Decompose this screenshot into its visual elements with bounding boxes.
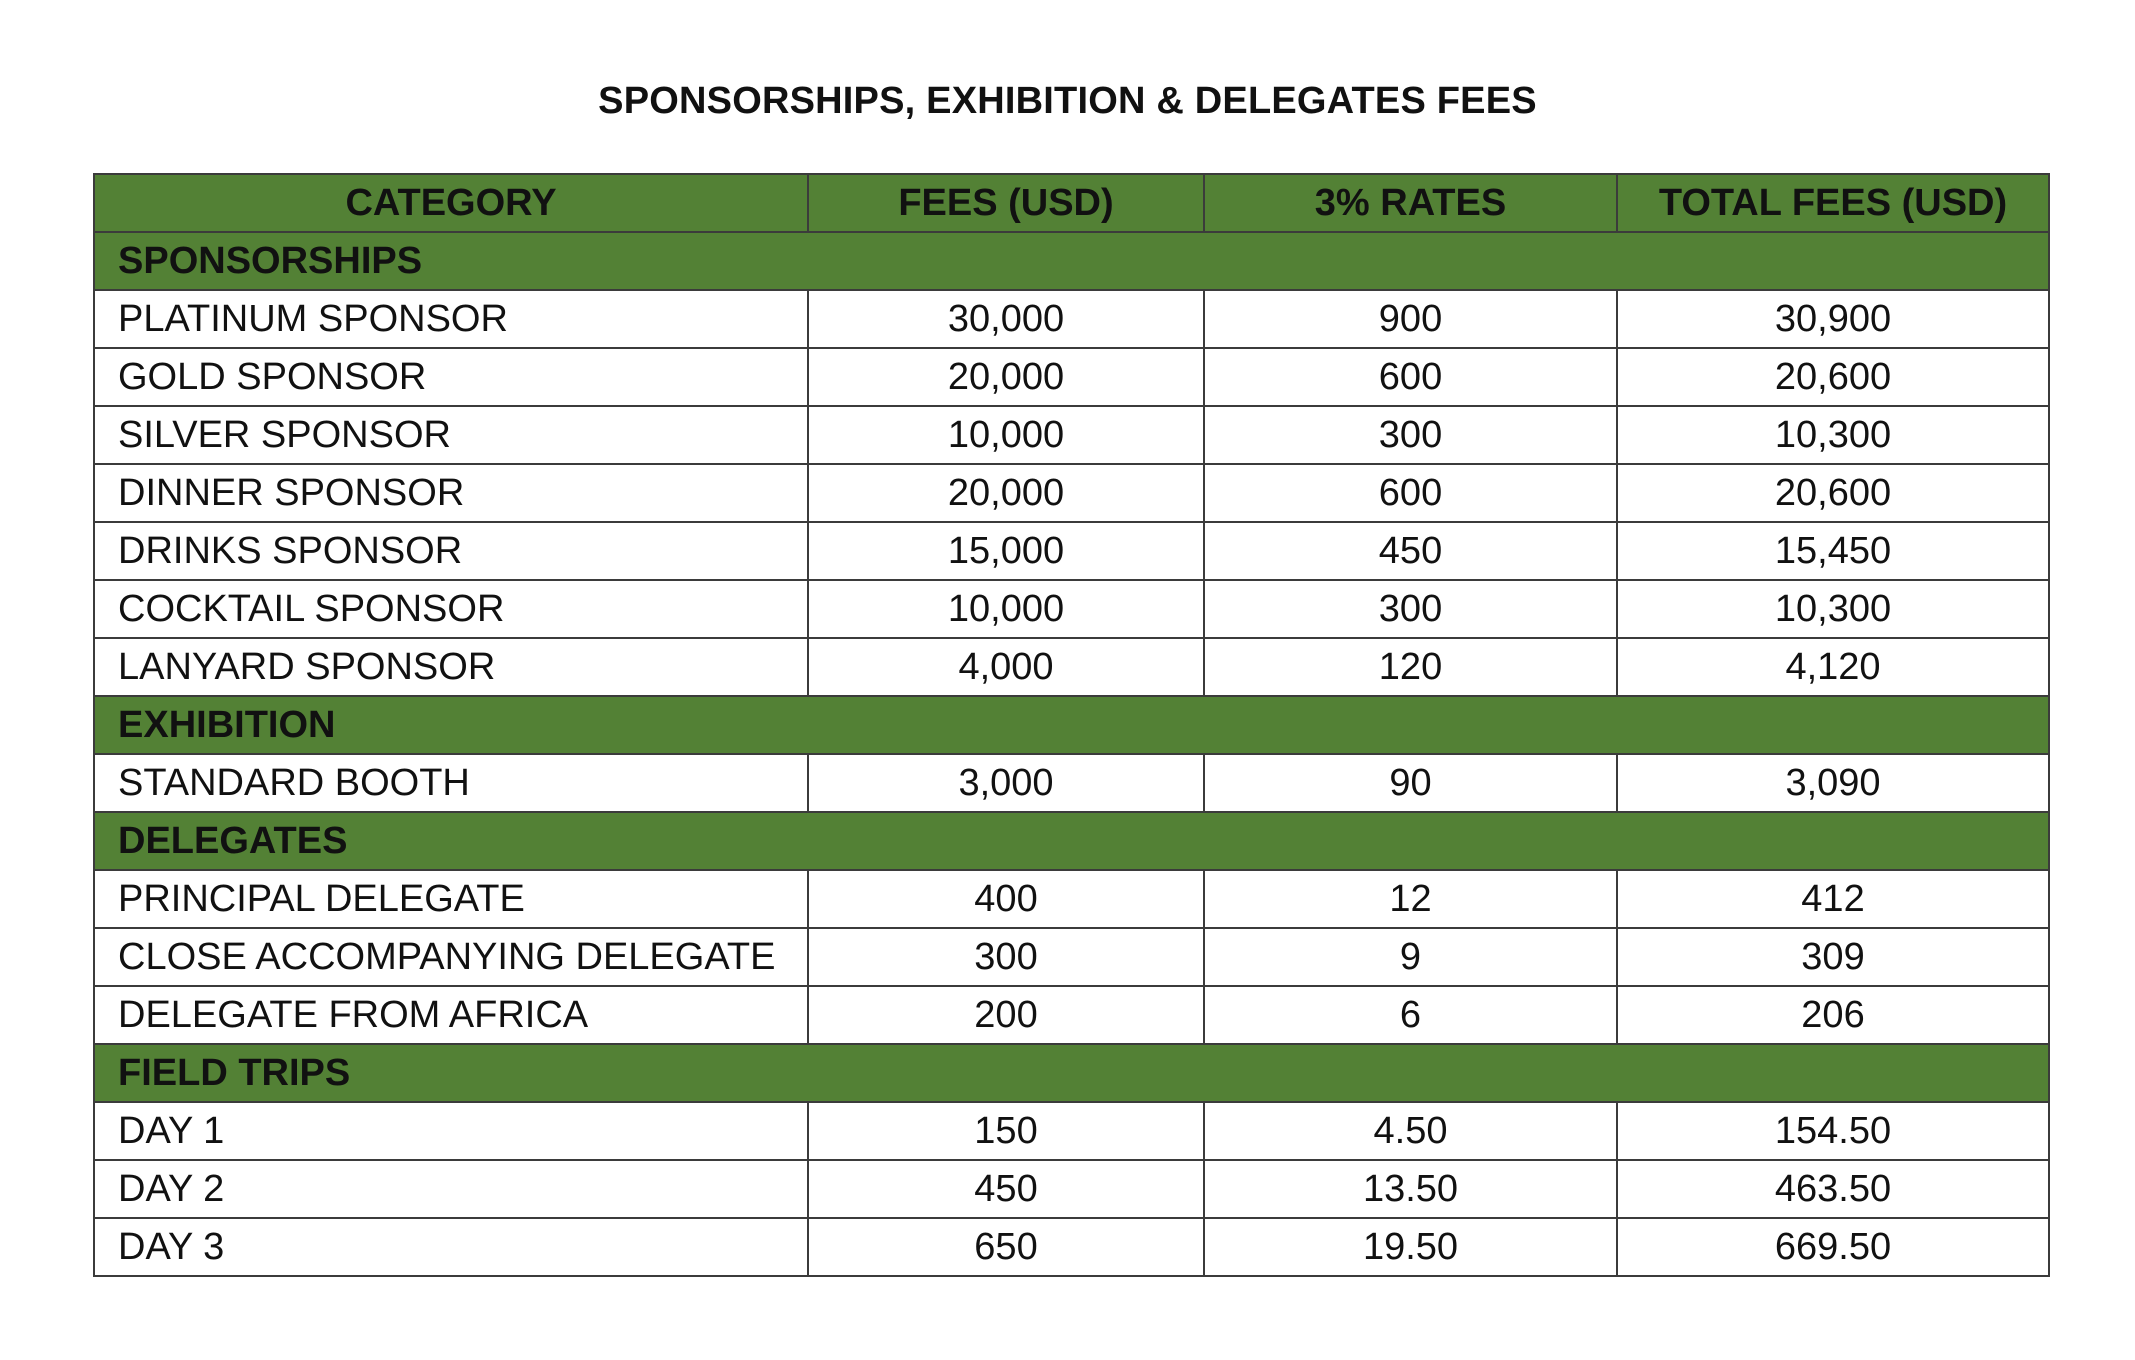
fees-cell: 10,000 [808,580,1204,638]
table-row [94,638,2049,696]
fees-cell: 15,000 [808,522,1204,580]
total-fees-cell: 309 [1617,928,2049,986]
category-cell: DAY 1 [94,1102,808,1160]
header-row [94,174,2049,232]
fees-cell: 3,000 [808,754,1204,812]
category-cell: LANYARD SPONSOR [94,638,808,696]
total-fees-cell: 20,600 [1617,464,2049,522]
fees-cell: 10,000 [808,406,1204,464]
section-heading: EXHIBITION [94,696,2049,754]
rate-cell: 19.50 [1204,1218,1617,1276]
total-fees-cell: 4,120 [1617,638,2049,696]
table-row [94,348,2049,406]
fees-cell: 400 [808,870,1204,928]
category-cell: PRINCIPAL DELEGATE [94,870,808,928]
total-fees-cell: 3,090 [1617,754,2049,812]
fees-cell: 20,000 [808,464,1204,522]
total-fees-cell: 669.50 [1617,1218,2049,1276]
category-cell: DINNER SPONSOR [94,464,808,522]
rate-cell: 300 [1204,406,1617,464]
rate-cell: 300 [1204,580,1617,638]
total-fees-cell: 30,900 [1617,290,2049,348]
table-row [94,928,2049,986]
table-row [94,1160,2049,1218]
total-fees-cell: 10,300 [1617,406,2049,464]
table-row [94,522,2049,580]
table-row [94,986,2049,1044]
category-cell: PLATINUM SPONSOR [94,290,808,348]
table-row [94,1102,2049,1160]
rate-cell: 6 [1204,986,1617,1044]
section-row [94,1044,2049,1102]
table-row [94,870,2049,928]
page-title: SPONSORSHIPS, EXHIBITION & DELEGATES FEES [598,80,1537,122]
table-body [94,232,2049,1276]
column-header-category: CATEGORY [94,174,808,232]
section-heading: DELEGATES [94,812,2049,870]
rate-cell: 900 [1204,290,1617,348]
fees-cell: 150 [808,1102,1204,1160]
category-cell: DELEGATE FROM AFRICA [94,986,808,1044]
category-cell: GOLD SPONSOR [94,348,808,406]
table-row [94,464,2049,522]
total-fees-cell: 463.50 [1617,1160,2049,1218]
table-row [94,290,2049,348]
column-header-fees: FEES (USD) [808,174,1204,232]
section-row [94,232,2049,290]
category-cell: SILVER SPONSOR [94,406,808,464]
rate-cell: 90 [1204,754,1617,812]
table-header [94,174,2049,232]
table-row [94,1218,2049,1276]
fees-cell: 650 [808,1218,1204,1276]
rate-cell: 4.50 [1204,1102,1617,1160]
table-row [94,406,2049,464]
fees-cell: 4,000 [808,638,1204,696]
rate-cell: 9 [1204,928,1617,986]
total-fees-cell: 15,450 [1617,522,2049,580]
rate-cell: 12 [1204,870,1617,928]
rate-cell: 13.50 [1204,1160,1617,1218]
total-fees-cell: 20,600 [1617,348,2049,406]
category-cell: DAY 3 [94,1218,808,1276]
category-cell: DRINKS SPONSOR [94,522,808,580]
column-header-rates: 3% RATES [1204,174,1617,232]
fees-cell: 30,000 [808,290,1204,348]
total-fees-cell: 206 [1617,986,2049,1044]
fees-cell: 300 [808,928,1204,986]
total-fees-cell: 412 [1617,870,2049,928]
category-cell: STANDARD BOOTH [94,754,808,812]
fees-cell: 200 [808,986,1204,1044]
section-heading: FIELD TRIPS [94,1044,2049,1102]
category-cell: CLOSE ACCOMPANYING DELEGATE [94,928,808,986]
fees-table [93,173,2050,1277]
rate-cell: 120 [1204,638,1617,696]
category-cell: COCKTAIL SPONSOR [94,580,808,638]
total-fees-cell: 154.50 [1617,1102,2049,1160]
table-row [94,754,2049,812]
rate-cell: 450 [1204,522,1617,580]
section-row [94,696,2049,754]
fees-cell: 20,000 [808,348,1204,406]
column-header-total-fees: TOTAL FEES (USD) [1617,174,2049,232]
rate-cell: 600 [1204,348,1617,406]
table-row [94,580,2049,638]
total-fees-cell: 10,300 [1617,580,2049,638]
rate-cell: 600 [1204,464,1617,522]
section-heading: SPONSORSHIPS [94,232,2049,290]
category-cell: DAY 2 [94,1160,808,1218]
section-row [94,812,2049,870]
fees-cell: 450 [808,1160,1204,1218]
